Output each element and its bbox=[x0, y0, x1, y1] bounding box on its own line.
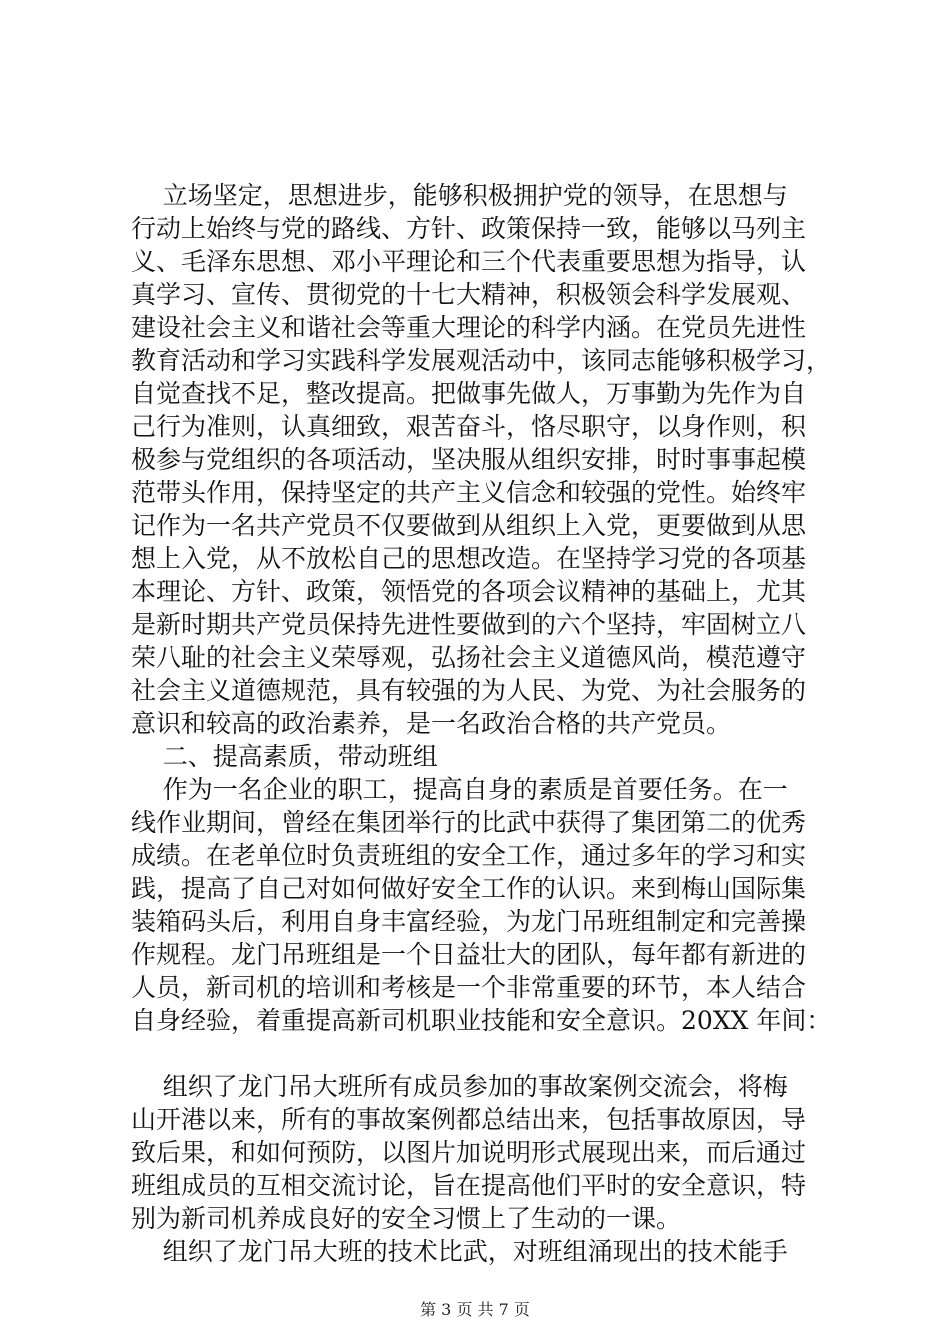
text-line: 作为一名企业的职工，提高自身的素质是首要任务。在一 bbox=[131, 775, 788, 804]
page-number-footer: 第 3 页 共 7 页 bbox=[420, 1300, 530, 1319]
text-line: 自身经验，着重提高新司机职业技能和安全意识。20XX 年间： bbox=[131, 1006, 832, 1035]
text-line: 真学习、宣传、贯彻党的十七大精神，积极领会科学发展观、 bbox=[131, 280, 807, 309]
text-line: 自觉查找不足，整改提高。把做事先做人，万事勤为先作为自 bbox=[131, 379, 807, 408]
text-line: 装箱码头后，利用自身丰富经验，为龙门吊班组制定和完善操 bbox=[131, 907, 807, 936]
text-line: 荣八耻的社会主义荣辱观，弘扬社会主义道德风尚，模范遵守 bbox=[131, 643, 807, 672]
text-line: 别为新司机养成良好的安全习惯上了生动的一课。 bbox=[131, 1204, 682, 1233]
text-line: 行动上始终与党的路线、方针、政策保持一致，能够以马列主 bbox=[131, 214, 807, 243]
text-line: 建设社会主义和谐社会等重大理论的科学内涵。在党员先进性 bbox=[131, 313, 807, 342]
text-line: 山开港以来，所有的事故案例都总结出来，包括事故原因，导 bbox=[131, 1105, 807, 1134]
text-line: 作规程。龙门吊班组是一个日益壮大的团队，每年都有新进的 bbox=[131, 940, 807, 969]
text-line: 班组成员的互相交流讨论，旨在提高他们平时的安全意识，特 bbox=[131, 1171, 807, 1200]
text-line: 践，提高了自己对如何做好安全工作的认识。来到梅山国际集 bbox=[131, 874, 807, 903]
text-line: 极参与党组织的各项活动，坚决服从组织安排，时时事事起模 bbox=[131, 445, 807, 474]
text-line: 人员，新司机的培训和考核是一个非常重要的环节，本人结合 bbox=[131, 973, 807, 1002]
text-line: 范带头作用，保持坚定的共产主义信念和较强的党性。始终牢 bbox=[131, 478, 807, 507]
text-line: 立场坚定，思想进步，能够积极拥护党的领导，在思想与 bbox=[131, 181, 788, 210]
text-line: 组织了龙门吊大班的技术比武，对班组涌现出的技术能手 bbox=[131, 1237, 788, 1266]
text-line: 组织了龙门吊大班所有成员参加的事故案例交流会，将梅 bbox=[131, 1072, 788, 1101]
text-line: 成绩。在老单位时负责班组的安全工作，通过多年的学习和实 bbox=[131, 841, 807, 870]
text-line: 线作业期间，曾经在集团举行的比武中获得了集团第二的优秀 bbox=[131, 808, 807, 837]
section-heading: 二、提高素质，带动班组 bbox=[131, 742, 438, 771]
text-line: 记作为一名共产党员不仅要做到从组织上入党，更要做到从思 bbox=[131, 511, 807, 540]
text-line: 意识和较高的政治素养，是一名政治合格的共产党员。 bbox=[131, 709, 732, 738]
text-line: 是新时期共产党员保持先进性要做到的六个坚持，牢固树立八 bbox=[131, 610, 807, 639]
text-line: 想上入党，从不放松自己的思想改造。在坚持学习党的各项基 bbox=[131, 544, 807, 573]
text-line: 致后果，和如何预防，以图片加说明形式展现出来，而后通过 bbox=[131, 1138, 807, 1167]
text-line: 教育活动和学习实践科学发展观活动中，该同志能够积极学习， bbox=[131, 346, 832, 375]
text-line: 本理论、方针、政策，领悟党的各项会议精神的基础上，尤其 bbox=[131, 577, 807, 606]
text-line: 己行为准则，认真细致，艰苦奋斗，恪尽职守，以身作则，积 bbox=[131, 412, 807, 441]
text-line: 社会主义道德规范，具有较强的为人民、为党、为社会服务的 bbox=[131, 676, 807, 705]
text-line: 义、毛泽东思想、邓小平理论和三个代表重要思想为指导，认 bbox=[131, 247, 807, 276]
